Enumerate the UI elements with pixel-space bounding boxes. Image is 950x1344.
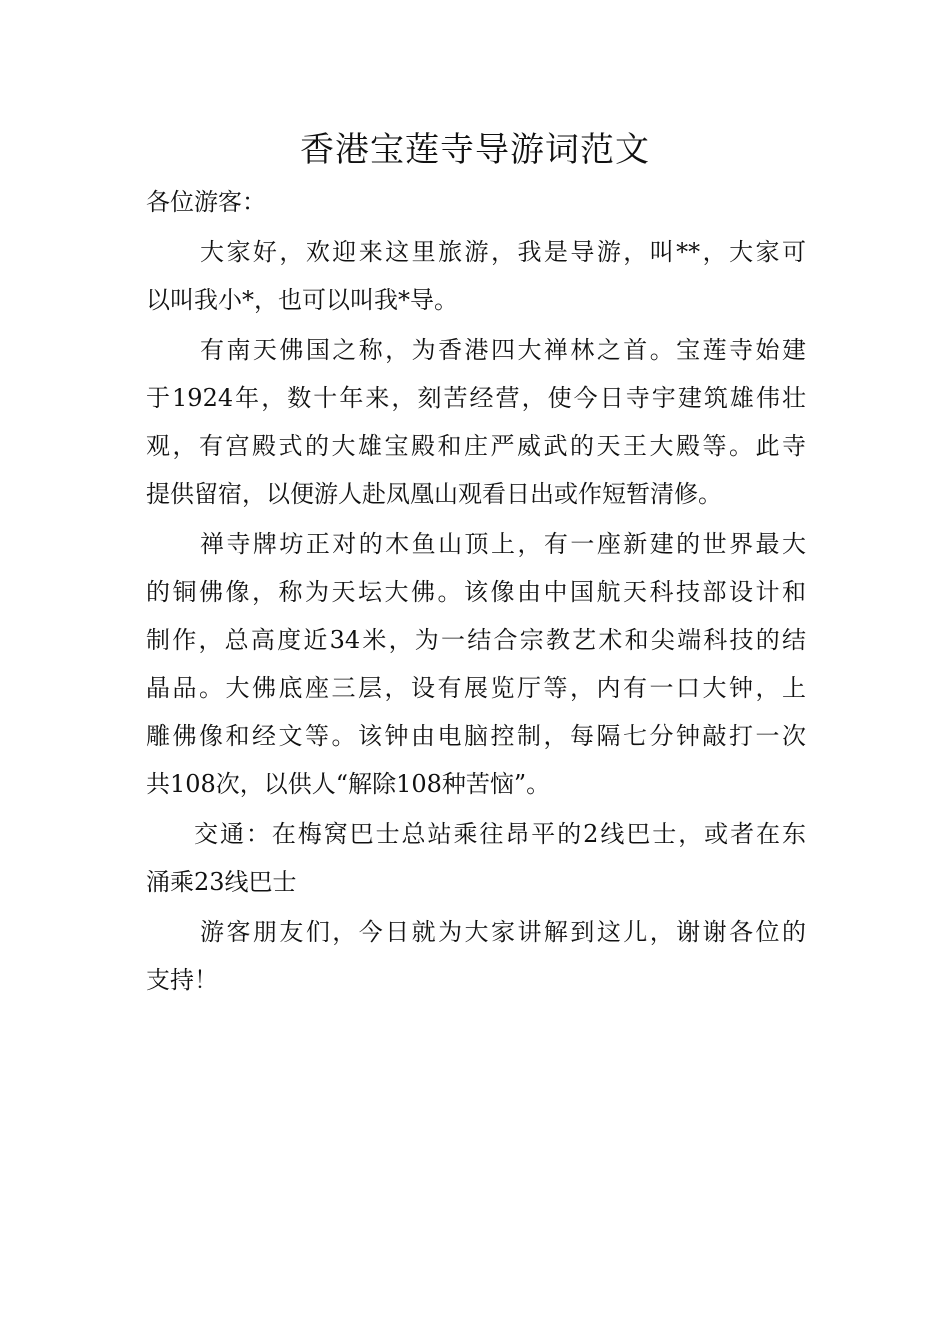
paragraph-line: 游客朋友们，今日就为大家讲解到这儿，谢谢各位的 <box>200 918 806 946</box>
paragraph-big-buddha <box>146 520 806 808</box>
paragraph-line: 观，有宫殿式的大雄宝殿和庄严威武的天王大殿等。此寺 <box>146 432 806 460</box>
paragraph-closing <box>146 908 806 1004</box>
paragraph-line: 涌乘23线巴士 <box>146 868 297 896</box>
paragraph-line: 制作，总高度近34米，为一结合宗教艺术和尖端科技的结 <box>146 626 806 654</box>
paragraph-temple-history <box>146 326 806 518</box>
paragraph-line: 交通：在梅窝巴士总站乘往昂平的2线巴士，或者在东 <box>194 820 806 848</box>
paragraph-line: 的铜佛像，称为天坛大佛。该像由中国航天科技部设计和 <box>146 578 806 606</box>
paragraph-line: 有南天佛国之称，为香港四大禅林之首。宝莲寺始建 <box>200 336 806 364</box>
paragraph-transportation <box>146 810 806 906</box>
document-title: 香港宝莲寺导游词范文 <box>300 130 650 170</box>
paragraph-line: 共108次，以供人“解除108种苦恼”。 <box>146 770 551 798</box>
salutation: 各位游客： <box>146 188 266 216</box>
paragraph-line: 雕佛像和经文等。该钟由电脑控制，每隔七分钟敲打一次 <box>146 722 806 750</box>
paragraph-greeting <box>146 228 806 324</box>
paragraph-line: 禅寺牌坊正对的木鱼山顶上，有一座新建的世界最大 <box>200 530 806 558</box>
paragraph-line: 提供留宿，以便游人赴凤凰山观看日出或作短暂清修。 <box>146 480 722 508</box>
document-body <box>146 178 806 1004</box>
paragraph-line: 大家好，欢迎来这里旅游，我是导游，叫**，大家可 <box>200 238 806 266</box>
paragraph-line: 以叫我小*，也可以叫我*导。 <box>146 286 458 314</box>
paragraph-line: 支持！ <box>146 966 218 994</box>
paragraph-line: 于1924年，数十年来，刻苦经营，使今日寺宇建筑雄伟壮 <box>146 384 806 412</box>
paragraph-line: 晶品。大佛底座三层，设有展览厅等，内有一口大钟，上 <box>146 674 806 702</box>
